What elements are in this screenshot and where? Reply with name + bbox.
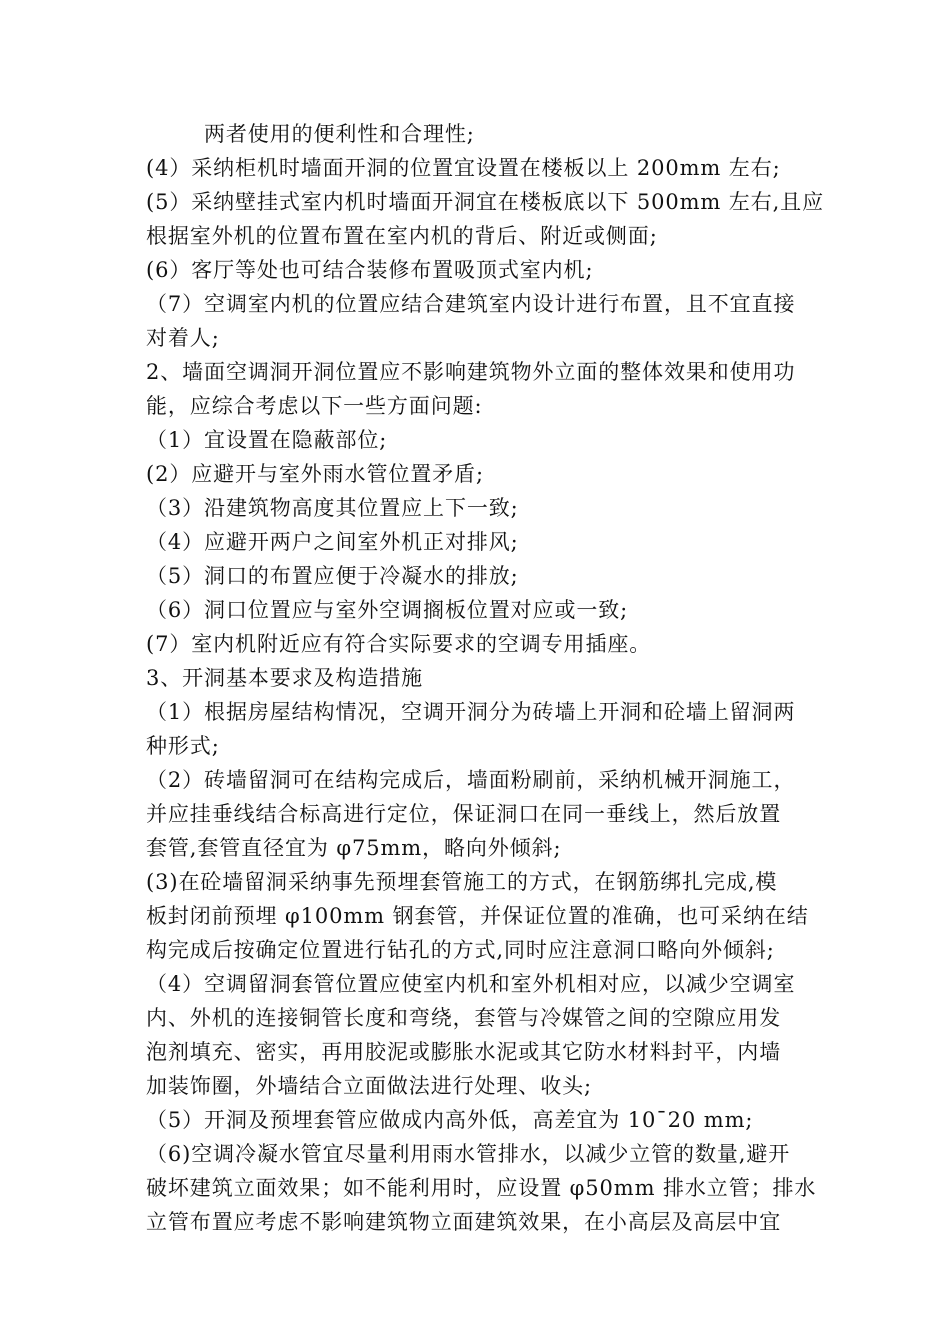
text-line: （4）应避开两户之间室外机正对排风;	[146, 530, 519, 554]
text-line: 种形式;	[146, 734, 220, 758]
text-line: （5）开洞及预埋套管应做成内高外低，高差宜为 10¯20 mm;	[146, 1108, 754, 1132]
text-line: 立管布置应考虑不影响建筑物立面建筑效果，在小高层及高层中宜	[146, 1210, 782, 1234]
text-line: （1）宜设置在隐蔽部位;	[146, 428, 388, 452]
text-line: 板封闭前预埋 φ100mm 钢套管，并保证位置的准确，也可采纳在结	[146, 904, 809, 928]
text-line: （3）沿建筑物高度其位置应上下一致;	[146, 496, 519, 520]
text-line: （6)空调冷凝水管宜尽量利用雨水管排水，以减少立管的数量,避开	[146, 1142, 791, 1166]
text-line: （1）根据房屋结构情况，空调开洞分为砖墙上开洞和砼墙上留洞两	[146, 700, 796, 724]
text-line: 内、外机的连接铜管长度和弯绕，套管与冷媒管之间的空隙应用发	[146, 1006, 782, 1030]
text-line: 能，应综合考虑以下一些方面问题:	[146, 394, 483, 418]
text-line: (2）应避开与室外雨水管位置矛盾;	[146, 462, 484, 486]
text-line: (5）采纳壁挂式室内机时墙面开洞宜在楼板底以下 500mm 左右,且应	[146, 190, 824, 214]
text-line: 两者使用的便利性和合理性;	[204, 122, 475, 146]
text-line: （4）空调留洞套管位置应使室内机和室外机相对应，以减少空调室	[146, 972, 796, 996]
body-text	[146, 117, 824, 1239]
text-line: （6）洞口位置应与室外空调搁板位置对应或一致;	[146, 598, 629, 622]
text-line: 2、墙面空调洞开洞位置应不影响建筑物外立面的整体效果和使用功	[146, 360, 796, 384]
text-line: （2）砖墙留洞可在结构完成后，墙面粉刷前，采纳机械开洞施工，	[146, 768, 796, 792]
text-line: 并应挂垂线结合标高进行定位，保证洞口在同一垂线上，然后放置	[146, 802, 782, 826]
text-line: 对着人;	[146, 326, 220, 350]
text-line: （5）洞口的布置应便于冷凝水的排放;	[146, 564, 519, 588]
text-line: 3、开洞基本要求及构造措施	[146, 666, 424, 690]
text-line: 破坏建筑立面效果；如不能利用时，应设置 φ50mm 排水立管；排水	[146, 1176, 817, 1200]
text-line: (7）室内机附近应有符合实际要求的空调专用插座。	[146, 632, 652, 656]
text-line: 构完成后按确定位置进行钻孔的方式,同时应注意洞口略向外倾斜;	[146, 938, 775, 962]
text-line: 套管,套管直径宜为 φ75mm，略向外倾斜;	[146, 836, 562, 860]
text-line: (4）采纳柜机时墙面开洞的位置宜设置在楼板以上 200mm 左右;	[146, 156, 781, 180]
text-line: (3)在砼墙留洞采纳事先预埋套管施工的方式，在钢筋绑扎完成,模	[146, 870, 778, 894]
text-line: (6）客厅等处也可结合装修布置吸顶式室内机;	[146, 258, 594, 282]
text-line: 根据室外机的位置布置在室内机的背后、附近或侧面;	[146, 224, 658, 248]
text-line: （7）空调室内机的位置应结合建筑室内设计进行布置，且不宜直接	[146, 292, 796, 316]
text-line: 加装饰圈，外墙结合立面做法进行处理、收头;	[146, 1074, 592, 1098]
text-line: 泡剂填充、密实，再用胶泥或膨胀水泥或其它防水材料封平，内墙	[146, 1040, 782, 1064]
